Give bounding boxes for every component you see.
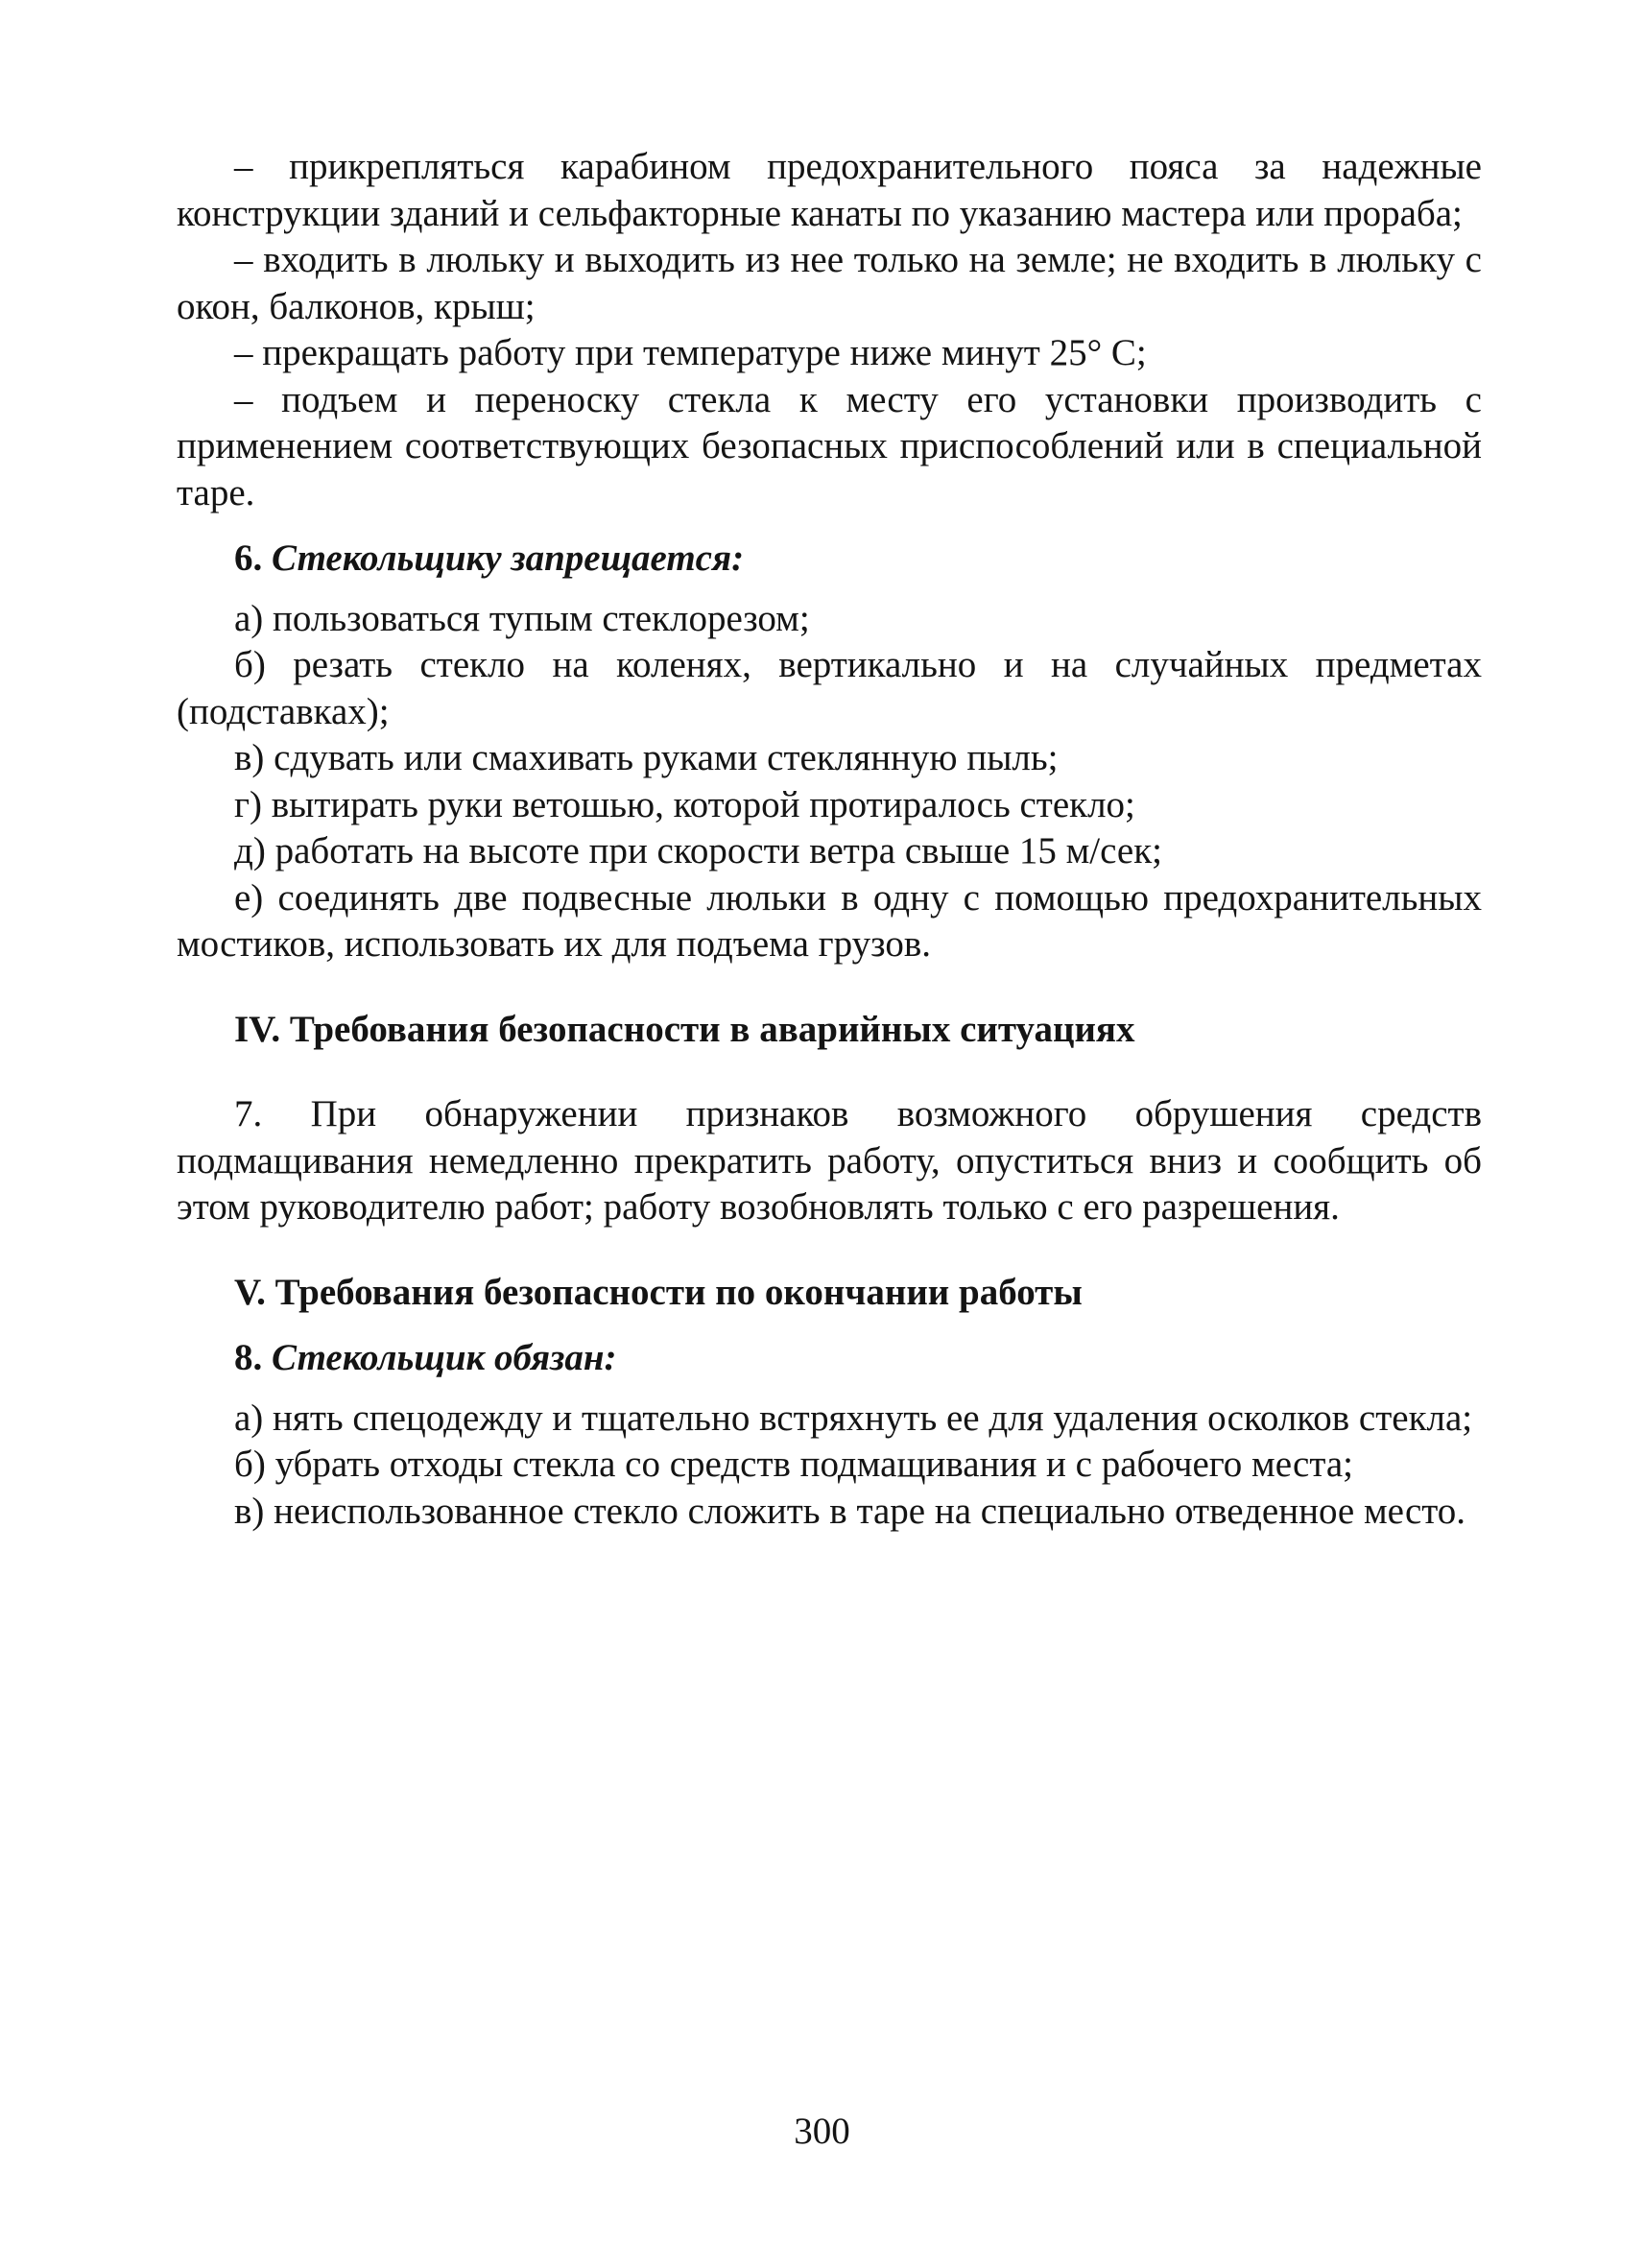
list-item: в) неиспользованное стекло сложить в таре на специально отведенное место. bbox=[234, 1490, 1466, 1532]
clause-7-text: 7. При обнаружении признаков возможного обрушения средств подмащивания немедленно прекратить работу, опуститься вниз и сообщить об этом руководителю работ; работу возобновлять только с его разрешения. bbox=[177, 1093, 1482, 1228]
clause-6-heading bbox=[177, 536, 1482, 583]
list-item: – подъем и переноску стекла к месту его установки производить с применением соответствующих безопасных приспособлений или в специальной таре. bbox=[177, 378, 1482, 513]
list-item: а) нять спецодежду и тщательно встряхнуть ее для удаления осколков стекла; bbox=[234, 1397, 1473, 1439]
clause-8-title: Стекольщик обязан: bbox=[272, 1337, 617, 1378]
section-5-title: V. Требования безопасности по окончании работы bbox=[234, 1271, 1083, 1313]
list-item: в) сдувать или смахивать руками стеклянную пыль; bbox=[234, 737, 1059, 778]
page-number: 300 bbox=[794, 2111, 850, 2152]
list-item: – прикрепляться карабином предохранительного пояса за надежные конструкции зданий и сельфакторные канаты по указанию мастера или прораба; bbox=[177, 146, 1482, 234]
list-item: д) работать на высоте при скорости ветра свыше 15 м/сек; bbox=[234, 830, 1163, 871]
list-item: б) резать стекло на коленях, вертикально и на случайных предметах (подставках); bbox=[177, 644, 1482, 732]
list-item: б) убрать отходы стекла со средств подмащивания и с рабочего места; bbox=[234, 1444, 1353, 1485]
list-item: г) вытирать руки ветошью, которой протиралось стекло; bbox=[234, 783, 1135, 825]
section-4-title: IV. Требования безопасности в аварийных ситуациях bbox=[234, 1008, 1135, 1050]
list-item: а) пользоваться тупым стеклорезом; bbox=[234, 597, 810, 639]
list-item: е) соединять две подвесные люльки в одну с помощью предохранительных мостиков, использовать их для подъема грузов. bbox=[177, 876, 1482, 965]
list-item: – входить в люльку и выходить из нее только на земле; не входить в люльку с окон, балконов, крыш; bbox=[177, 239, 1482, 327]
page-body bbox=[177, 144, 1482, 1535]
clause-8-heading bbox=[177, 1335, 1482, 1382]
list-item: – прекращать работу при температуре ниже минут 25° С; bbox=[234, 332, 1147, 373]
clause-6-number: 6. bbox=[234, 537, 263, 579]
clause-6-title: Стекольщику запрещается: bbox=[272, 537, 745, 579]
clause-8-number: 8. bbox=[234, 1337, 263, 1378]
